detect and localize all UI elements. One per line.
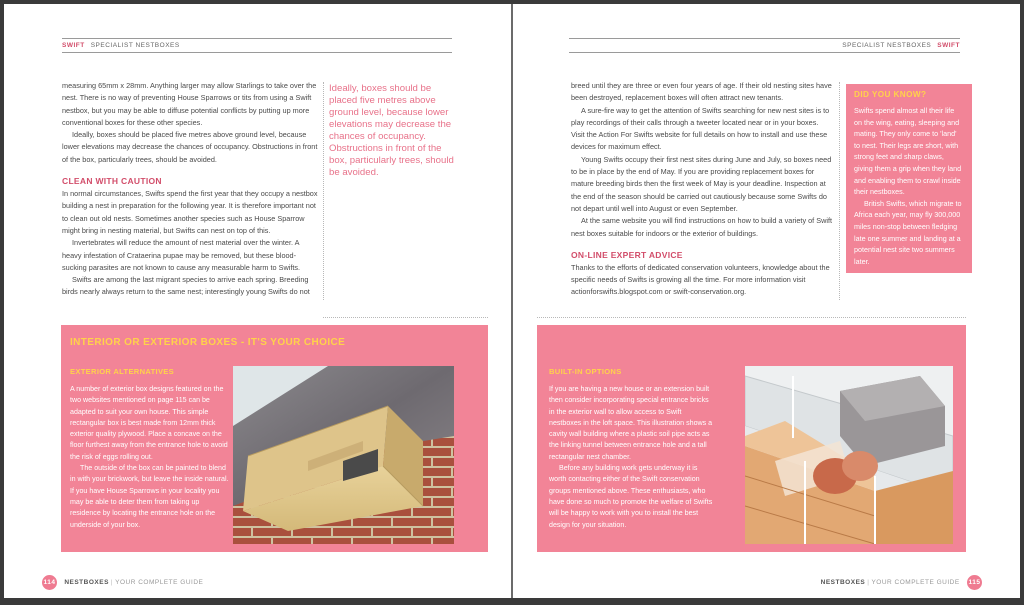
section-heading-online-expert-advice: ON-LINE EXPERT ADVICE xyxy=(571,249,683,260)
paragraph: Young Swifts occupy their first nest sites during June and July, so boxes need to be in place by the end of May. If you are providing replacement boxes for mature breeding birds then the first week of May is your deadline. Inspection at the end of the season should be carried out cautiously because some Swifts do not depart until well into August or even September. xyxy=(571,154,832,213)
feature-panel-interior-exterior xyxy=(61,325,488,552)
page-number-badge: 114 xyxy=(42,575,57,590)
page-number-badge: 115 xyxy=(967,575,982,590)
cavity-wall-illustration xyxy=(745,366,953,544)
footer-subtitle: YOUR COMPLETE GUIDE xyxy=(115,579,204,587)
footer-subtitle: YOUR COMPLETE GUIDE xyxy=(871,579,960,587)
running-head-title: SPECIALIST NESTBOXES xyxy=(842,42,932,49)
body-column xyxy=(571,80,833,299)
running-head xyxy=(62,38,452,53)
panel-text xyxy=(549,384,713,531)
book-spread xyxy=(4,4,1020,598)
exterior-nestbox-illustration xyxy=(233,366,454,544)
running-head-accent: SWIFT xyxy=(62,42,85,49)
paragraph: Ideally, boxes should be placed five metres above ground level, because lower elevations may decrease the chances of occupancy. Obstructions in front of the box, particularly trees, should be avoided. xyxy=(62,130,318,164)
footer-book-title: NESTBOXES xyxy=(64,579,109,587)
paragraph: Before any building work gets underway it is worth contacting either of the Swift conservation groups mentioned above. These enthusiasts, who have done so much to promote the welfare of Swifts will be happy to work with you to install the best design for your situation. xyxy=(549,464,713,529)
paragraph: measuring 65mm x 28mm. Anything larger may allow Starlings to take over the nest. There is no way of preventing House Sparrows or tits from using a Swift nestbox, but you may be able to diffuse potential conflicts by putting up more conventional boxes for these other species. xyxy=(62,81,317,127)
page-footer: 114 NESTBOXES | YOUR COMPLETE GUIDE xyxy=(42,575,203,590)
running-head-accent: SWIFT xyxy=(937,42,960,49)
paragraph: Invertebrates will reduce the amount of nest material over the winter. A heavy infestation of Crataerina pupae may be removed, but these blood-sucking parasites are not known to cause any measurable harm to Swifts. xyxy=(62,238,301,272)
panel-title: INTERIOR OR EXTERIOR BOXES - IT'S YOUR CHOICE xyxy=(70,337,346,348)
panel-text xyxy=(70,384,230,531)
running-head xyxy=(569,38,960,53)
paragraph: Thanks to the efforts of dedicated conservation volunteers, knowledge about the specific needs of Swifts is growing all the time. For more information visit actionforswifts.blogspot.com or swift-conservation.org. xyxy=(571,262,830,297)
did-you-know-box xyxy=(846,84,972,273)
footer-book-title: NESTBOXES xyxy=(820,579,866,587)
section-heading-clean-with-caution: CLEAN WITH CAUTION xyxy=(62,176,162,187)
feature-panel-built-in xyxy=(537,325,966,552)
paragraph: British Swifts, which migrate to Africa each year, may fly 300,000 miles non-stop between fledging late one summer and landing at a potential nest site two summers later. xyxy=(854,198,962,266)
paragraph: A number of exterior box designs featured on the two websites mentioned on page 115 can be adapted to suit your own house. This simple rectangular box is best made from 12mm thick exterior quality plywood. Place a concave on the floor furthest away from the entrance hole to avoid the risk of eggs rolling out. xyxy=(70,385,228,461)
page-115 xyxy=(513,4,1020,598)
did-you-know-title: DID YOU KNOW? xyxy=(854,90,927,99)
column-divider xyxy=(839,82,840,300)
paragraph: Swifts spend almost all their life on the wing, eating, sleeping and mating. They only come to 'land' to nest. Their legs are short, with strong feet and sharp claws, giving them a grip when they land and enabling them to crawl inside their nestboxes. xyxy=(854,106,962,197)
paragraph: In normal circumstances, Swifts spend the first year that they occupy a nestbox building a nest in preparation for the following year. It is therefore important not to clean out old nests. Sometimes another species such as House Sparrow might bring in nesting material, but Swifts can nest on top of this. xyxy=(62,189,318,235)
page-footer: NESTBOXES | YOUR COMPLETE GUIDE 115 xyxy=(821,575,982,590)
column-divider xyxy=(323,82,324,300)
running-head-title: SPECIALIST NESTBOXES xyxy=(90,42,180,49)
paragraph: If you are having a new house or an extension built then consider incorporating special entrance bricks in the exterior wall to allow access to Swift nestboxes in the loft space. This illustration shows a cavity wall building where a plastic soil pipe acts as the linking tunnel between entrance hole and a tall rectangular nest chamber. xyxy=(549,385,713,461)
paragraph: The outside of the box can be painted to blend in with your brickwork, but leave the inside natural. If you have House Sparrows in your locality you may be able to deter them from taking up residence by locating the entrance hole on the underside of your box. xyxy=(70,464,229,529)
pull-quote: Ideally, boxes should be placed five metres above ground level, because lower elevations may decrease the chances of occupancy. Obstructions in front of the box, particularly trees, should be avoided. xyxy=(329,83,454,178)
built-in-nestbox-illustration xyxy=(745,366,953,544)
did-you-know-text xyxy=(854,105,964,267)
rule-divider xyxy=(323,317,488,318)
rule-divider xyxy=(537,317,966,318)
panel-subheading: BUILT-IN OPTIONS xyxy=(549,367,622,376)
paragraph: At the same website you will find instructions on how to build a variety of Swift nest boxes suitable for indoors or the exterior of buildings. xyxy=(571,216,833,238)
paragraph: A sure-fire way to get the attention of Swifts searching for new nest sites is to play recordings of their calls through a tweeter located near or in your boxes. Visit the Action For Swifts website for full details on how to install and use these devices for maximum effect. xyxy=(571,105,830,152)
body-column xyxy=(62,80,320,299)
page-114 xyxy=(4,4,511,598)
paragraph: breed until they are three or even four years of age. If their old nesting sites have been destroyed, replacement boxes will often attract new tenants. xyxy=(571,81,832,103)
paragraph: Swifts are among the last migrant species to arrive each spring. Breeding birds nearly always return to the same nest; interestingly young Swifts do not xyxy=(62,275,310,297)
panel-subheading: EXTERIOR ALTERNATIVES xyxy=(70,367,175,376)
nestbox-photo xyxy=(233,366,454,544)
